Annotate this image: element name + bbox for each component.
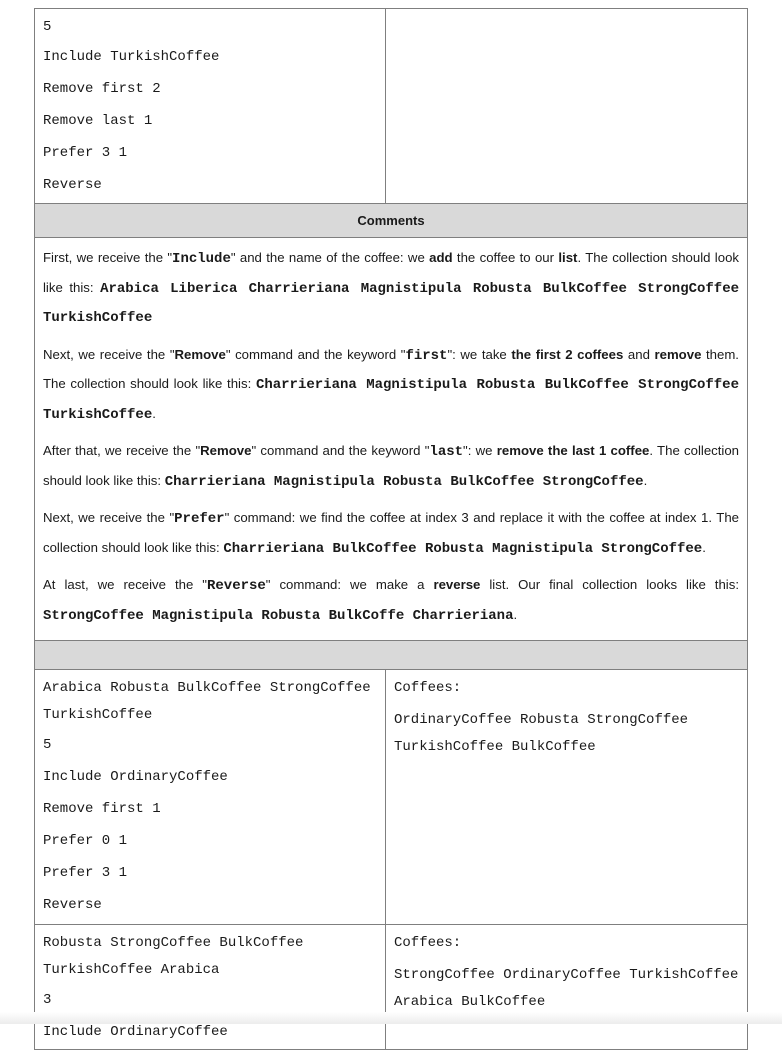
- comment-text: . The collection should look like this:: [43, 250, 739, 295]
- comment-paragraph: [43, 244, 739, 333]
- comment-text: the coffee to our: [452, 250, 559, 265]
- comments-row: [35, 238, 747, 641]
- comment-text: .: [702, 539, 706, 555]
- comment-paragraph: [43, 571, 739, 630]
- comment-text: " command and the keyword ": [251, 443, 430, 458]
- collection-state: Charrieriana BulkCoffee Robusta Magnistipula StrongCoffee: [223, 540, 703, 557]
- comment-text: At last, we receive the ": [43, 577, 207, 592]
- input-cell: [35, 670, 386, 924]
- emphasis-text: Remove: [200, 443, 252, 458]
- comment-text: Next, we receive the ": [43, 510, 175, 525]
- comment-text: " command and the keyword ": [225, 346, 406, 362]
- comment-text: and: [623, 346, 655, 362]
- comment-text: " command: we find the coffee at index 3 and replace it with the coffee at index 1. The collection should look like this:: [43, 510, 739, 555]
- command-keyword: Include: [172, 251, 231, 267]
- input-cell: [35, 925, 386, 1049]
- collection-state: Charrieriana Magnistipula Robusta BulkCoffee StrongCoffee: [164, 473, 644, 490]
- example-row-1: [35, 9, 747, 204]
- input-line: Include OrdinaryCoffee: [43, 769, 228, 785]
- comment-text: " command: we make a: [265, 577, 434, 592]
- input-line: Remove last 1: [43, 113, 153, 129]
- output-line: Coffees:: [394, 680, 462, 696]
- comment-text: .: [513, 606, 518, 622]
- input-cell: [35, 9, 386, 203]
- input-line: Prefer 3 1: [43, 145, 128, 161]
- comment-paragraph: [43, 341, 739, 430]
- input-line: Prefer 0 1: [43, 833, 128, 849]
- output-cell: [386, 925, 747, 1049]
- input-line: Include OrdinaryCoffee: [43, 1024, 228, 1040]
- emphasis-text: add: [429, 250, 453, 265]
- comment-text: ": we: [463, 443, 497, 458]
- emphasis-text: Remove: [174, 346, 226, 362]
- comment-text: " and the name of the coffee: we: [230, 250, 430, 265]
- output-cell: [386, 670, 747, 924]
- input-line: Reverse: [43, 897, 102, 913]
- emphasis-text: list: [558, 250, 578, 265]
- input-line: Include TurkishCoffee: [43, 49, 220, 65]
- output-cell: [386, 9, 747, 203]
- comment-text: list. Our final collection looks like this:: [480, 577, 739, 592]
- command-keyword: first: [405, 347, 448, 364]
- comment-text: .: [152, 405, 156, 421]
- input-line: Remove first 1: [43, 801, 161, 817]
- comment-text: Next, we receive the ": [43, 346, 175, 362]
- input-line: Arabica Robusta BulkCoffee StrongCoffee: [43, 680, 371, 696]
- comment-text: .: [643, 472, 648, 488]
- input-line: Remove first 2: [43, 81, 161, 97]
- comment-text: After that, we receive the ": [43, 443, 201, 458]
- command-keyword: Prefer: [174, 511, 225, 527]
- examples-table: [34, 8, 748, 1050]
- comment-paragraph: [43, 504, 739, 563]
- output-line: StrongCoffee OrdinaryCoffee TurkishCoffee: [394, 967, 739, 983]
- collection-state: StrongCoffee Magnistipula Robusta BulkCoffe Charrieriana: [43, 607, 514, 624]
- comments-body: [35, 238, 747, 640]
- output-line: OrdinaryCoffee Robusta StrongCoffee: [394, 712, 689, 728]
- comment-paragraph: [43, 437, 739, 496]
- collection-state: Arabica Liberica Charrieriana Magnistipula Robusta BulkCoffee StrongCoffee TurkishCoffee: [43, 280, 740, 326]
- comment-text: them. The collection should look like this:: [43, 346, 739, 391]
- example-row-2: [35, 670, 747, 925]
- comments-header: [35, 204, 747, 238]
- output-line: TurkishCoffee BulkCoffee: [394, 739, 596, 755]
- input-line: Prefer 3 1: [43, 865, 128, 881]
- page-bottom-shade: [0, 1012, 782, 1024]
- input-line: 3: [43, 992, 52, 1008]
- emphasis-text: the first 2 coffees: [511, 346, 624, 362]
- comment-text: ": we take: [447, 346, 512, 362]
- emphasis-text: remove: [654, 346, 702, 362]
- input-line: TurkishCoffee Arabica: [43, 962, 220, 978]
- comment-text: . The collection should look like this:: [43, 443, 740, 488]
- command-keyword: last: [429, 444, 464, 460]
- comments-title: Comments: [357, 213, 425, 228]
- input-line: TurkishCoffee: [43, 707, 153, 723]
- comment-text: First, we receive the ": [43, 250, 173, 265]
- input-line: Reverse: [43, 177, 102, 193]
- output-line: Arabica BulkCoffee: [394, 994, 546, 1010]
- collection-state: Charrieriana Magnistipula Robusta BulkCoffee StrongCoffee TurkishCoffee: [43, 377, 739, 423]
- emphasis-text: remove the last 1 coffee: [496, 443, 650, 458]
- command-keyword: Reverse: [206, 578, 266, 594]
- input-line: 5: [43, 737, 52, 753]
- example-row-3: [35, 925, 747, 1049]
- input-line: 5: [43, 19, 52, 35]
- input-line: Robusta StrongCoffee BulkCoffee: [43, 935, 304, 951]
- emphasis-text: reverse: [433, 577, 481, 592]
- separator-row: [35, 641, 747, 670]
- output-line: Coffees:: [394, 935, 462, 951]
